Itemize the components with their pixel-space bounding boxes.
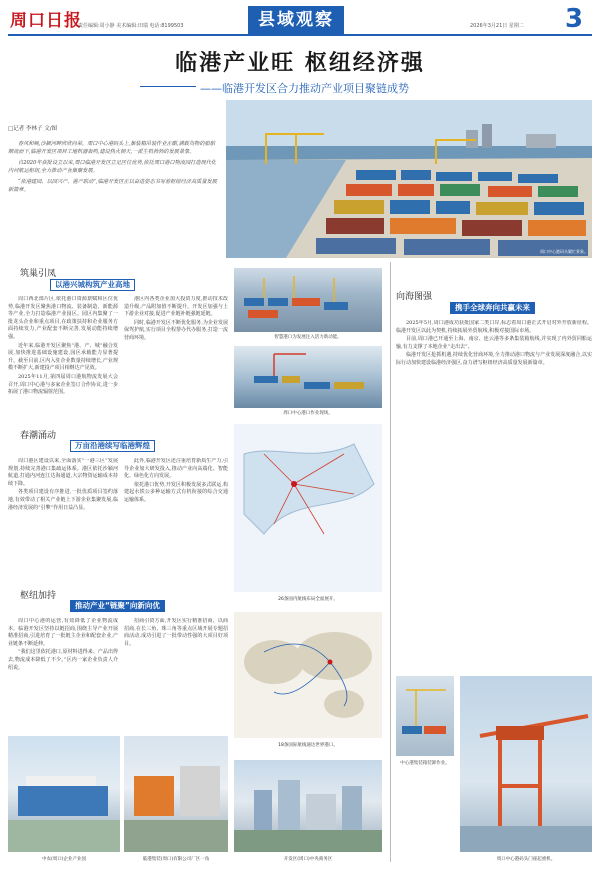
masthead	[0, 0, 600, 44]
section-3-body	[8, 618, 118, 718]
s1-p3: 2025年11月,第四届周口港航物流发展大会召开,周口中心港与多家企业签订合作协议,进一步拓展了港口物流辐射范围。	[8, 373, 118, 396]
s2-p2: 各类项目建设有序推进,一批优质项目签约落地,有效带动了相关产业链上下游企业集聚发展,临港经济发展的“引擎”作用日益凸显。	[8, 489, 118, 511]
mid3-p1: 招商引资方面,开发区实行精准招商、以商招商,在长三角、珠三角等重点区域开展专题招商活动,成功引进了一批带动性强的大项目好项目。	[124, 618, 228, 647]
section-4-body	[396, 320, 592, 672]
mid-p2: 同时,临港开发区不断优化服务,为企业发展保驾护航,实行项目全程帮办代办服务,打造一流营商环境。	[124, 319, 228, 341]
hero-caption: 周口中心港码头繁忙景象。	[540, 249, 588, 254]
section-title-2: 万亩沿港续写临港辉煌	[70, 440, 155, 452]
section-label-1: 筑巢引凤	[20, 269, 57, 279]
section-title-4: 携手全球奔向共赢未来	[450, 302, 535, 314]
photo-crane-small	[396, 676, 454, 756]
masthead-rule	[8, 34, 592, 36]
caption-map: 18条国际航线通达世界港口。	[278, 743, 338, 748]
photo-smart-port	[234, 268, 382, 332]
domestic-routes-map	[234, 424, 382, 592]
crane-small-illustration	[396, 676, 454, 756]
editor-line: 责任编辑:周小静 美术编辑:田瑞 电话:8199503	[78, 23, 184, 29]
page-number: 3	[565, 4, 584, 34]
crane-illustration	[460, 676, 592, 852]
s1-p1: 周口西北部片区,依托港口资源禀赋和区位优势,临港开发区聚焦港口物流、装备制造、新能源等产业,全力打造临港产业园区。园区内集聚了一批龙头企业和重点项目,在政策扶持和企业服务方面持续发力,产业配套不断完善,发展动能持续增强。	[8, 296, 118, 340]
mid2-p2: 依托港口优势,开发区积极发展多式联运,构建起水铁公多种运输方式有机衔接的综合交通运输体系。	[124, 481, 228, 503]
subhead: ——临港开发区合力推动产业项目聚链成势	[200, 82, 409, 95]
caption-bottom2: 临港集装(周口)有限公司厂区一角	[142, 857, 210, 862]
map-international-routes	[234, 612, 382, 738]
section-title-3: 推动产业“链聚”向新向优	[70, 600, 165, 612]
caption-mid1: 智慧港口为发展注入活力新动能。	[274, 335, 342, 340]
caption-bottom1: 中农(周口)企业产业园	[41, 857, 86, 862]
photo-industrial-park	[8, 736, 120, 852]
newspaper-logo: 周口日报	[10, 11, 82, 31]
section-2-body	[8, 458, 118, 576]
industrial-park-illustration	[8, 736, 120, 852]
section-title-1: 以港兴城构筑产业高地	[50, 279, 135, 291]
lead-p2: 自2020年获批设立以来,周口临港开发区立足区位优势,依托周口港口物流园打造现代化内河航运枢纽,全力推动产业集聚发展。	[8, 159, 217, 175]
map-domestic-routes	[234, 424, 382, 592]
headline: 临港产业旺 枢纽经济强	[175, 51, 425, 76]
lead-p1: 春风和畅,沙颍河畔欣欣向荣。周口中心港码头上,集装箱吊装作业正酣,满载货物的船舶顺流而下,临港开发区项目工地机器轰鸣,建设热火朝天,一派生机勃勃的发展景象。	[8, 141, 215, 156]
port-operation-illustration	[234, 346, 382, 408]
mid2-p1: 此外,临港开发区还注重培育新质生产力,引导企业加大研发投入,推动产业向高端化、智能化、绿色化方向发展。	[124, 458, 228, 480]
section-label-3: 枢纽加持	[20, 591, 57, 601]
s3-p2: “我们这里依托港口,原材料进得来、产品出得去,物流成本降低了不少。”区内一家企业负责人介绍说。	[8, 649, 118, 671]
port-illustration	[226, 100, 592, 258]
lead-paragraphs	[8, 140, 220, 194]
section-3-body-col2	[124, 618, 228, 718]
subhead-rule	[140, 86, 196, 87]
lead-p3: “依港建园、以园兴产、港产联动”,临港开发区正以奋进姿态书写着枢纽经济高质量发展新篇章。	[8, 178, 217, 194]
s1-p2: 近年来,临港开发区聚焦“港、产、城”融合发展,加快推进基础设施建设,园区承载能力显著提升。截至目前,区内入驻企业数量持续增长,产业规模不断扩大,新建投产项目相继达产见效。	[8, 342, 118, 372]
section-title: 县域观察	[248, 6, 344, 34]
section-label-2: 春潮涌动	[20, 431, 57, 441]
smart-port-illustration	[234, 268, 382, 332]
caption-mid3: 26条国内航线布局全面展开。	[278, 597, 338, 602]
business-district-illustration	[234, 760, 382, 852]
photo-business-district	[234, 760, 382, 852]
s2-p1: 周口港区建设以来,全面落实“一港三区”发展规划,持续完善港口集疏运体系。港区依托沙颍河航道,打通内河连江达海通道,大宗物资运输成本持续下降。	[8, 458, 118, 487]
s4-p1: 2025年5月,周口港成功获批国家二类口岸,标志着周口港正式开启对外开放新征程。临港开发区以此为契机,持续拓展外贸航线,积极对接国际市场。	[396, 320, 592, 334]
photo-company-plant	[124, 736, 228, 852]
world-routes-map	[234, 612, 382, 738]
column-divider	[390, 262, 391, 862]
caption-bottom3: 开发区(周口)中央商务区	[283, 857, 333, 862]
section-label-4: 向海图强	[396, 292, 433, 302]
s4-p2: 目前,周口港已开通至上海、南京、连云港等多条集装箱航线,并实现了内外贸同船运输,有力支撑了本地企业“走出去”。	[396, 336, 592, 350]
photo-port-operation	[234, 346, 382, 408]
byline: □记者 李林子 文/图	[8, 126, 58, 132]
caption-right-big: 周口中心港码头门座起重机。	[496, 857, 556, 862]
photo-gantry-crane	[460, 676, 592, 852]
issue-date: 2026年3月21日 星期二	[470, 23, 524, 29]
caption-crane-small: 中心港集装箱装卸作业。	[400, 761, 450, 766]
section-1-body-col2	[124, 296, 228, 416]
section-1-body	[8, 296, 118, 416]
company-plant-illustration	[124, 736, 228, 852]
mid-p1: 港区内各类企业加大投资力度,推动技术改造升级,产品附加值不断提升。开发区加强与上下游企业对接,促进产业链补链强链延链。	[124, 296, 228, 318]
s3-p1: 周口中心港的运营,有效降低了企业物流成本。临港开发区坚持以链招商,围绕主导产业开展精准招商,引进培育了一批链主企业和配套企业,产业链条不断延伸。	[8, 618, 118, 647]
section-2-body-col2	[124, 458, 228, 576]
s4-p3: 临港开发区抢抓机遇,持续优化营商环境,全力推动港口物流与产业发展深度融合,以实际行动加快建设临港经济强区,奋力谱写枢纽经济高质量发展新篇章。	[396, 352, 592, 366]
hero-photo-port	[226, 100, 592, 258]
caption-mid2: 周口中心港口作业现场。	[283, 411, 333, 416]
